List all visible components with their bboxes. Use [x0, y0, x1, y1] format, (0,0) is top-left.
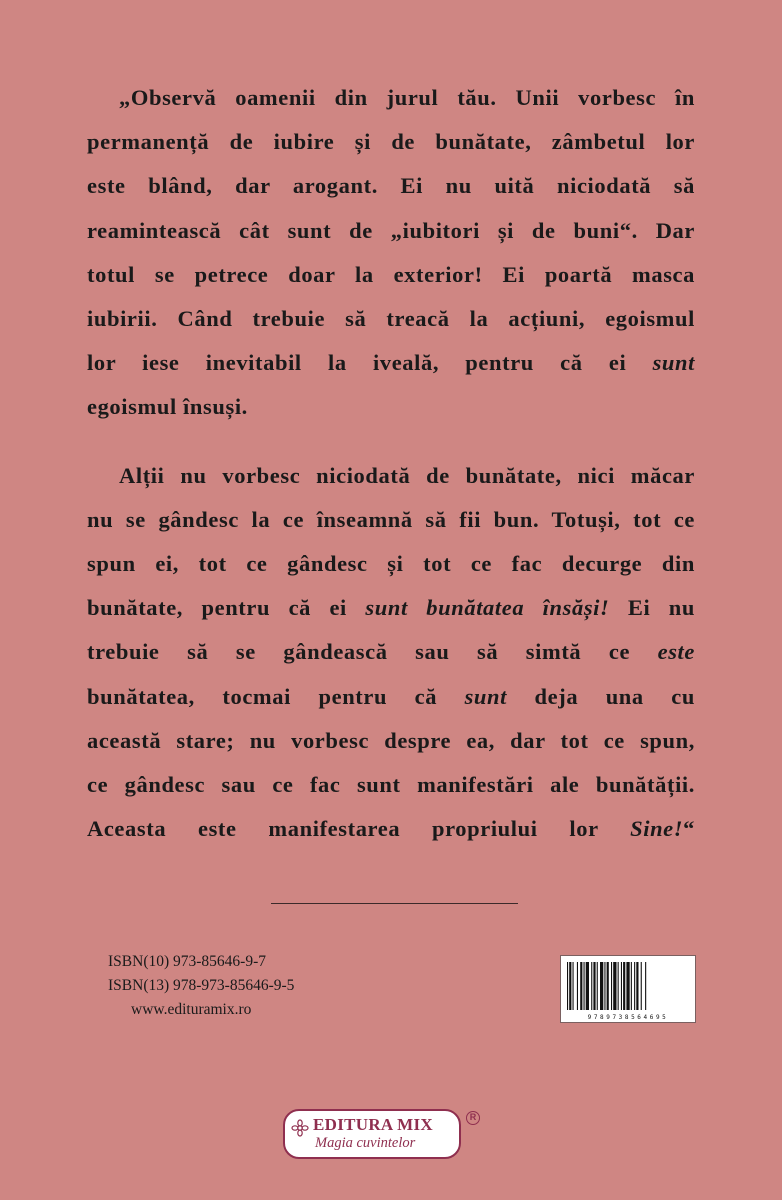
barcode-bar: [580, 962, 582, 1010]
text: spun ei, tot ce gândesc și tot ce fac decurge din: [87, 551, 695, 577]
text: permanență de iubire și de bunătate, zâmbetul lor: [87, 129, 695, 155]
publisher-tagline: Magia cuvintelor: [315, 1135, 416, 1151]
back-cover-quote: [87, 76, 695, 851]
barcode-bar: [600, 962, 603, 1010]
text: este blând, dar arogant. Ei nu uită niciodată să: [87, 173, 695, 199]
divider-line: [271, 903, 518, 904]
quote-line: [87, 498, 695, 542]
quote-line: [87, 586, 695, 630]
barcode-bar: [604, 962, 605, 1010]
quote-line: [87, 120, 695, 164]
barcode-bar: [586, 962, 589, 1010]
barcode-bar: [623, 962, 625, 1010]
barcode-bar: [641, 962, 642, 1010]
quote-line: [87, 341, 695, 385]
barcode-bar: [613, 962, 616, 1010]
italic-text: sunt bunătatea însăși!: [365, 595, 610, 621]
quote-line: [87, 164, 695, 208]
barcode-bar: [634, 962, 635, 1010]
barcode-bar: [593, 962, 595, 1010]
italic-text: sunt: [464, 683, 508, 709]
text: această stare; nu vorbesc despre ea, dar tot ce spun,: [87, 727, 695, 753]
text: nu se gândesc la ce înseamnă să fii bun. Totuși, tot ce: [87, 506, 695, 532]
isbn-13: ISBN(13) 978-973-85646-9-5: [108, 977, 295, 994]
barcode-bar: [631, 962, 632, 1010]
publisher-logo: [283, 1109, 461, 1159]
text: Alții nu vorbesc niciodată de bunătate, nici măcar: [119, 462, 695, 488]
barcode-bar: [611, 962, 612, 1010]
barcode-bar: [618, 962, 619, 1010]
text: “: [683, 816, 695, 842]
flower-icon: [291, 1119, 309, 1137]
barcode-bar: [645, 962, 646, 1010]
barcode-bars: [561, 956, 695, 1012]
italic-text: sunt: [652, 350, 695, 376]
quote-line: [87, 807, 695, 851]
text: trebuie să se gândească sau să simtă ce: [87, 639, 658, 665]
text: Aceasta este manifestarea propriului lor: [87, 816, 631, 842]
text: Ei nu: [609, 595, 695, 621]
quote-line: [87, 76, 695, 120]
italic-text: Sine!: [630, 816, 684, 842]
text: iubirii. Când trebuie să treacă la acțiuni, egoismul: [87, 306, 695, 332]
barcode-bar: [567, 962, 568, 1010]
isbn-block: [108, 950, 294, 1022]
barcode-bar: [591, 962, 592, 1010]
barcode-bar: [636, 962, 638, 1010]
publisher-name: EDITURA MIX: [313, 1115, 433, 1134]
text: bunătatea, tocmai pentru că: [87, 683, 465, 709]
text: lor iese inevitabil la iveală, pentru că ei: [87, 350, 653, 376]
quote-paragraph-2: [87, 454, 695, 852]
barcode-bar: [573, 962, 574, 1010]
text: bunătate, pentru că ei: [87, 595, 366, 621]
barcode-bar: [569, 962, 571, 1010]
quote-line: [87, 385, 695, 429]
barcode-bar: [626, 962, 629, 1010]
text: totul se petrece doar la exterior! Ei poartă masca: [87, 261, 695, 287]
quote-line: [87, 542, 695, 586]
isbn-barcode: [560, 955, 696, 1023]
quote-line: [87, 630, 695, 674]
italic-text: este: [657, 639, 695, 665]
text: egoismul însuși.: [87, 394, 248, 420]
barcode-bar: [621, 962, 622, 1010]
registered-mark: R: [466, 1111, 480, 1125]
barcode-digits: 9789738564695: [587, 1014, 669, 1021]
quote-line: [87, 297, 695, 341]
quote-line: [87, 675, 695, 719]
text: reamintească cât sunt de „iubitori și de buni“. Dar: [87, 217, 695, 243]
quote-line: [87, 454, 695, 498]
quote-paragraph-1: [87, 76, 695, 430]
text: deja una cu: [507, 683, 695, 709]
quote-line: [87, 763, 695, 807]
isbn-10: ISBN(10) 973-85646-9-7: [108, 953, 266, 970]
quote-line: [87, 253, 695, 297]
barcode-bar: [607, 962, 609, 1010]
barcode-bar: [584, 962, 585, 1010]
barcode-bar: [597, 962, 598, 1010]
quote-line: [87, 719, 695, 763]
publisher-website: www.edituramix.ro: [131, 1001, 252, 1018]
text: „Observă oamenii din jurul tău. Unii vorbesc în: [119, 85, 695, 110]
text: ce gândesc sau ce fac sunt manifestări ale bunătății.: [87, 772, 695, 798]
barcode-bar: [577, 962, 578, 1010]
quote-line: [87, 209, 695, 253]
